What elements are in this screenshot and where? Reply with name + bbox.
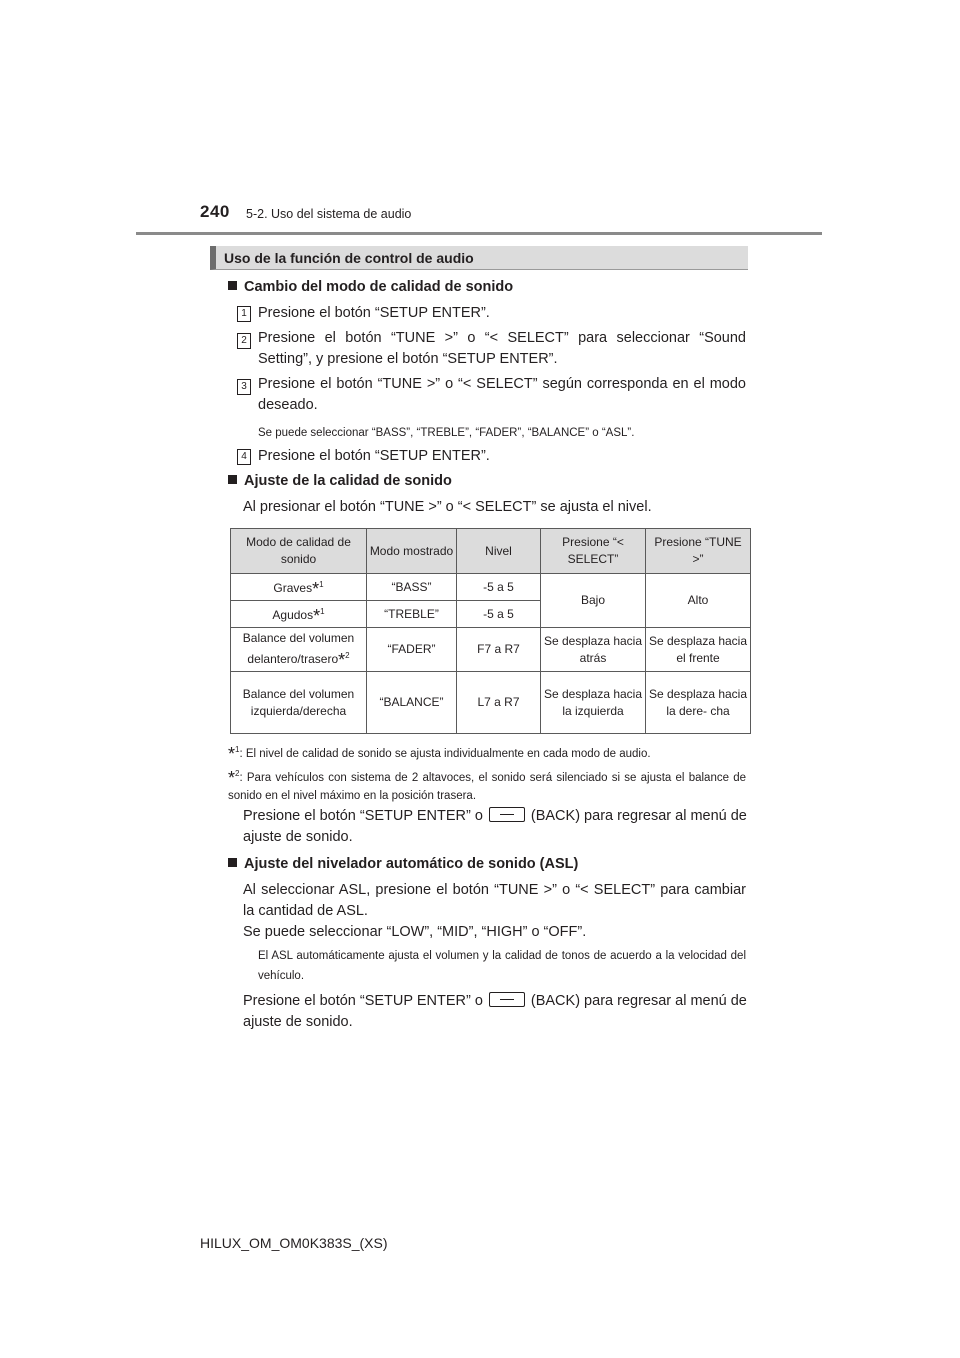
footnote-ref: 2	[345, 651, 350, 660]
return-instruction	[243, 806, 748, 848]
mode-options-note: Se puede seleccionar “BASS”, “TREBLE”, “FADER”, “BALANCE” o “ASL”.	[258, 427, 635, 439]
table-row	[231, 574, 751, 601]
step-number-1: 1	[237, 306, 251, 322]
footnote-ref: 2	[235, 769, 240, 778]
table-cell: “FADER”	[367, 628, 457, 672]
sound-mode-heading-text: Cambio del modo de calidad de sonido	[244, 279, 514, 295]
step-number-3: 3	[237, 379, 251, 395]
table-cell: Bajo	[541, 574, 646, 628]
adjust-heading	[228, 473, 452, 489]
asl-text-2: Se puede seleccionar “LOW”, “MID”, “HIGH” o “OFF”.	[243, 924, 587, 940]
table-row	[231, 628, 751, 672]
footnote-text: : El nivel de calidad de sonido se ajusta individualmente en cada modo de audio.	[239, 747, 651, 760]
table-header-row	[231, 529, 751, 574]
square-bullet-icon	[228, 281, 237, 290]
header-cell: Presione “< SELECT”	[541, 529, 646, 574]
table-row	[231, 672, 751, 734]
mode-text: Graves	[273, 581, 313, 595]
mode-text: Balance del volumen delantero/trasero	[242, 631, 355, 666]
adjust-text: Al presionar el botón “TUNE >” o “< SELECT” se ajusta el nivel.	[243, 499, 652, 515]
footnote-1	[228, 741, 748, 763]
table-cell: -5 a 5	[457, 601, 541, 628]
adjust-heading-text: Ajuste de la calidad de sonido	[244, 473, 452, 489]
table-cell: -5 a 5	[457, 574, 541, 601]
header-rule	[136, 232, 822, 235]
header-cell: Nivel	[457, 529, 541, 574]
sound-quality-table	[230, 528, 751, 734]
table-cell: Se desplaza hacia la dere- cha	[646, 672, 751, 734]
step-3-text: Presione el botón “TUNE >” o “< SELECT” según corresponda en el modo deseado.	[258, 376, 746, 413]
page-number: 240	[200, 202, 230, 221]
footnote-mark: *	[228, 767, 236, 788]
mode-text: Agudos	[272, 608, 314, 622]
step-2-text: Presione el botón “TUNE >” o “< SELECT” para seleccionar “Sound Setting”, y presione el botón “SETUP ENTER”.	[258, 330, 746, 367]
header-cell: Modo de calidad de sonido	[231, 529, 367, 574]
box-title: Uso de la función de control de audio	[224, 250, 474, 266]
footnote-mark: *	[312, 579, 320, 599]
table-cell: L7 a R7	[457, 672, 541, 734]
header-cell: Modo mostrado	[367, 529, 457, 574]
table-cell: F7 a R7	[457, 628, 541, 672]
table-cell: Se desplaza hacia el frente	[646, 628, 751, 672]
box-header	[210, 246, 748, 270]
footnote-mark: *	[228, 743, 236, 764]
asl-text-1: Al seleccionar ASL, presione el botón “TUNE >” o “< SELECT” para cambiar la cantidad de ASL.	[243, 882, 746, 919]
square-bullet-icon	[228, 475, 237, 484]
table-cell: “BALANCE”	[367, 672, 457, 734]
section-title: 5-2. Uso del sistema de audio	[246, 207, 412, 221]
footnote-mark: *	[313, 606, 321, 626]
sound-mode-heading	[228, 279, 513, 295]
back-button-icon	[489, 992, 525, 1007]
square-bullet-icon	[228, 858, 237, 867]
asl-return-instruction	[243, 991, 748, 1033]
table-cell: “TREBLE”	[367, 601, 457, 628]
footnote-2	[228, 765, 746, 805]
step-4-text: Presione el botón “SETUP ENTER”.	[258, 448, 490, 464]
footnote-text: : Para vehículos con sistema de 2 altavoces, el sonido será silenciado si se ajusta el balance de sonido en el nivel máximo en la posición trasera.	[228, 771, 746, 802]
footnote-ref: 1	[320, 607, 325, 616]
asl-heading	[228, 856, 578, 872]
table-cell: “BASS”	[367, 574, 457, 601]
table-cell: Balance del volumen izquierda/derecha	[231, 672, 367, 734]
return-text-after: (BACK) para regresar al menú de ajuste de sonido.	[243, 993, 747, 1030]
footnote-ref: 1	[235, 745, 240, 754]
step-number-4: 4	[237, 449, 251, 465]
back-button-icon	[489, 807, 525, 822]
document-code-footer: HILUX_OM_OM0K383S_(XS)	[200, 1235, 388, 1251]
table-cell: Se desplaza hacia atrás	[541, 628, 646, 672]
return-text-before: Presione el botón “SETUP ENTER” o	[243, 808, 483, 824]
return-text-before: Presione el botón “SETUP ENTER” o	[243, 993, 483, 1009]
table-cell: Se desplaza hacia la izquierda	[541, 672, 646, 734]
table-cell	[231, 601, 367, 628]
footnote-ref: 1	[319, 580, 324, 589]
table-cell	[231, 628, 367, 672]
table-cell: Alto	[646, 574, 751, 628]
step-number-2: 2	[237, 333, 251, 349]
table-cell	[231, 574, 367, 601]
step-1-text: Presione el botón “SETUP ENTER”.	[258, 305, 490, 321]
footnote-mark: *	[338, 650, 346, 670]
return-text-after: (BACK) para regresar al menú de ajuste de sonido.	[243, 808, 747, 845]
asl-note: El ASL automáticamente ajusta el volumen y la calidad de tonos de acuerdo a la velocidad del vehículo.	[258, 950, 746, 982]
header-cell: Presione “TUNE >”	[646, 529, 751, 574]
asl-heading-text: Ajuste del nivelador automático de sonido (ASL)	[244, 856, 579, 872]
